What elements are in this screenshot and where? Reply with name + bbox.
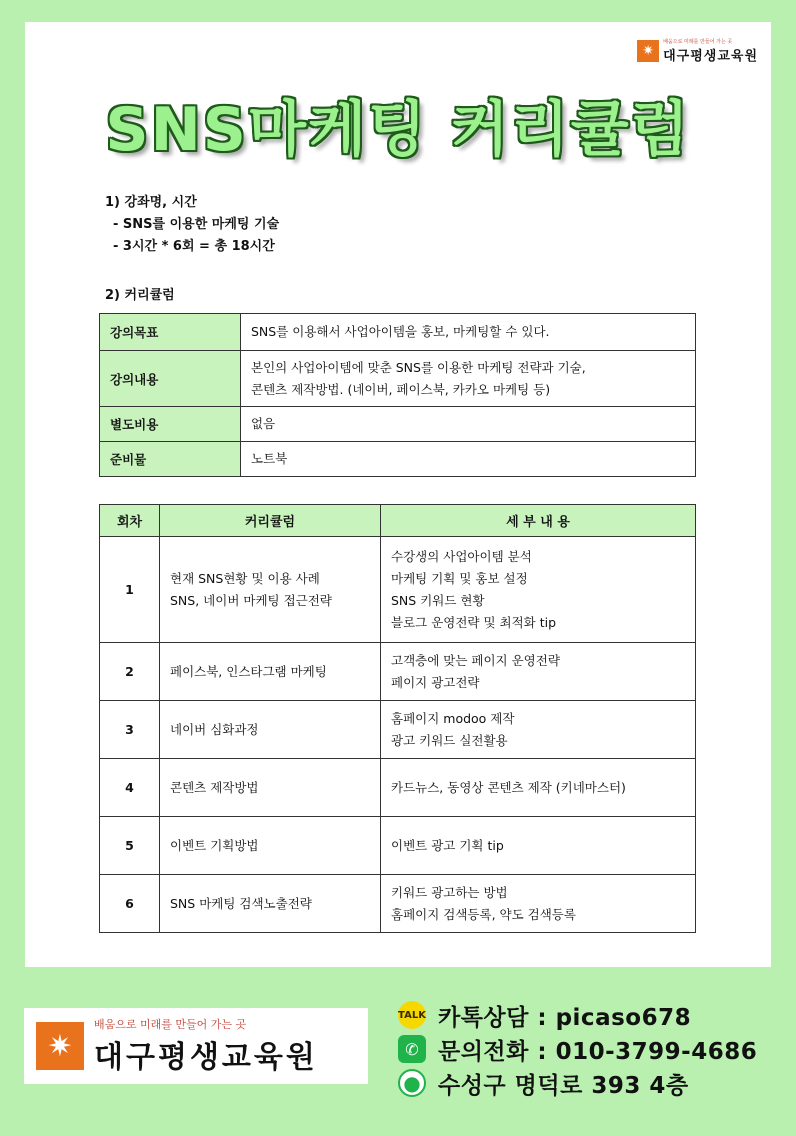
detail-line: 블로그 운영전략 및 최적화 tip [391,614,557,630]
session-number: 3 [100,701,160,759]
session-number: 5 [100,817,160,875]
info-value: SNS를 이용해서 사업아이템을 홍보, 마케팅할 수 있다. [241,314,696,351]
session-title-line: SNS, 네이버 마케팅 접근전략 [170,592,332,608]
session-details [381,643,696,701]
contact-info [398,998,757,1100]
session-details [381,537,696,643]
session-details [381,701,696,759]
table-row [100,314,696,351]
info-key: 강의내용 [100,351,241,407]
info-key: 준비물 [100,442,241,477]
detail-line: 수강생의 사업아이템 분석 [391,548,532,564]
contact-address [398,1066,757,1100]
session-details [381,875,696,933]
table-header-row [100,505,696,537]
info-value-line: 콘텐츠 제작방법. (네이버, 페이스북, 카카오 마케팅 등) [251,381,551,397]
info-key: 강의목표 [100,314,241,351]
table-row [100,759,696,817]
section-course-info [105,192,279,258]
session-number: 2 [100,643,160,701]
session-details [381,759,696,817]
detail-line: 고객층에 맞는 페이지 운영전략 [391,652,560,668]
table-row [100,407,696,442]
session-title: SNS 마케팅 검색노출전략 [160,875,381,933]
detail-line: 카드뉴스, 동영상 콘텐츠 제작 (키네마스터) [391,779,626,795]
table-row [100,643,696,701]
session-title: 이벤트 기획방법 [160,817,381,875]
kakaotalk-icon: TALK [398,1001,426,1029]
session-title [160,537,381,643]
info-value [241,351,696,407]
session-title: 페이스북, 인스타그램 마케팅 [160,643,381,701]
table-row [100,537,696,643]
detail-line: 홈페이지 modoo 제작 [391,710,515,726]
header-details: 세 부 내 용 [381,505,696,537]
address-text: 수성구 명덕로 393 4층 [438,1072,689,1099]
header-org-name: 대구평생교육원 [663,49,758,64]
course-info-table [99,313,696,477]
header-logo [637,38,758,64]
table-row [100,701,696,759]
section1-line2: - 3시간 * 6회 = 총 18시간 [113,239,275,254]
info-value-line: 본인의 사업아이템에 맞춘 SNS를 이용한 마케팅 전략과 기술, [251,359,586,375]
session-title: 콘텐츠 제작방법 [160,759,381,817]
header-slogan: 배움으로 미래를 만들어 가는 곳 [663,39,733,45]
section2-heading: 2) 커리큘럼 [105,288,175,303]
logo-emblem-icon: ✷ [36,1022,84,1070]
footer-org-name: 대구평생교육원 [94,1040,318,1075]
detail-line: SNS 키워드 현황 [391,592,485,608]
kakao-text: 카톡상담 : picaso678 [438,1004,692,1031]
section1-heading: 1) 강좌명, 시간 [105,195,197,210]
detail-line: 광고 키워드 실전활용 [391,732,508,748]
info-value: 노트북 [241,442,696,477]
table-row [100,442,696,477]
session-details [381,817,696,875]
detail-line: 페이지 광고전략 [391,674,480,690]
phone-icon: ✆ [398,1035,426,1063]
map-pin-icon: ● [398,1069,426,1097]
header-curriculum: 커리큘럼 [160,505,381,537]
table-row [100,351,696,407]
info-value: 없음 [241,407,696,442]
table-row [100,875,696,933]
contact-phone [398,1032,757,1066]
detail-line: 이벤트 광고 기획 tip [391,837,504,853]
session-number: 1 [100,537,160,643]
session-number: 4 [100,759,160,817]
section-curriculum [105,285,175,307]
table-row [100,817,696,875]
info-key: 별도비용 [100,407,241,442]
session-title-line: 현재 SNS현황 및 이용 사례 [170,570,320,586]
header-session: 회차 [100,505,160,537]
section1-line1: - SNS를 이용한 마케팅 기술 [113,217,280,232]
footer-slogan: 배움으로 미래를 만들어 가는 곳 [94,1018,247,1031]
session-number: 6 [100,875,160,933]
detail-line: 키워드 광고하는 방법 [391,884,508,900]
detail-line: 마케팅 기획 및 홍보 설정 [391,570,528,586]
footer-logo [24,1008,368,1084]
logo-emblem-icon: ✷ [637,40,659,62]
curriculum-table [99,504,696,933]
phone-text: 문의전화 : 010-3799-4686 [438,1038,758,1065]
detail-line: 홈페이지 검색등록, 약도 검색등록 [391,906,576,922]
session-title: 네이버 심화과정 [160,701,381,759]
contact-kakao [398,998,757,1032]
page-title: SNS마케팅 커리큘럼 [105,95,691,165]
